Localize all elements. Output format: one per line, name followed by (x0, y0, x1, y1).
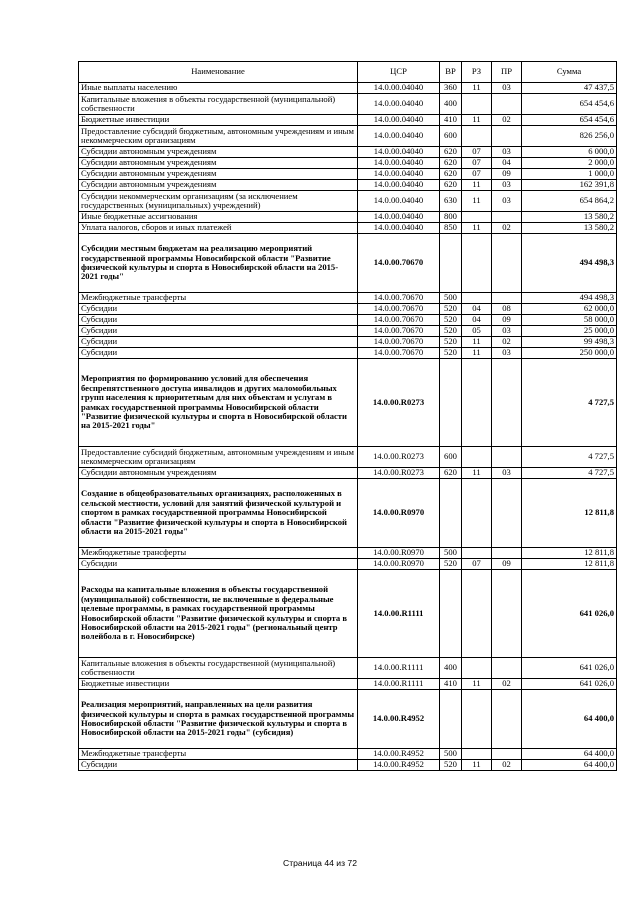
page-number: Страница 44 из 72 (283, 858, 357, 868)
cell-sum: 12 811,8 (522, 559, 617, 570)
cell-name: Межбюджетные трансферты (79, 548, 358, 559)
table-row (79, 570, 617, 658)
cell-vr: 500 (440, 749, 462, 760)
cell-pr: 03 (492, 83, 522, 94)
cell-csr: 14.0.00.04040 (358, 94, 440, 115)
cell-sum: 62 000,0 (522, 304, 617, 315)
cell-sum: 654 864,2 (522, 191, 617, 212)
table-row (79, 468, 617, 479)
cell-rz: 11 (462, 679, 492, 690)
cell-pr: 03 (492, 468, 522, 479)
cell-name: Субсидии (79, 315, 358, 326)
table-row (79, 559, 617, 570)
budget-table-sheet (78, 61, 616, 771)
cell-name: Реализация мероприятий, направленных на цели развития физической культуры и спорта в рамках государственной программы Новосибирской области "Развитие физической культуры и спорта в Новосибирской области на 2015-2021 годы" (субсидия) (79, 690, 358, 749)
table-row (79, 315, 617, 326)
cell-sum: 47 437,5 (522, 83, 617, 94)
cell-name: Субсидии (79, 760, 358, 771)
cell-vr: 600 (440, 447, 462, 468)
cell-vr: 600 (440, 126, 462, 147)
table-row (79, 126, 617, 147)
cell-name: Капитальные вложения в объекты государственной (муниципальной) собственности (79, 658, 358, 679)
cell-rz (462, 94, 492, 115)
cell-vr: 620 (440, 147, 462, 158)
cell-pr: 03 (492, 191, 522, 212)
cell-sum: 6 000,0 (522, 147, 617, 158)
cell-csr: 14.0.00.70670 (358, 234, 440, 293)
cell-rz: 11 (462, 191, 492, 212)
cell-rz: 07 (462, 158, 492, 169)
table-row (79, 234, 617, 293)
cell-rz (462, 126, 492, 147)
cell-csr: 14.0.00.04040 (358, 158, 440, 169)
cell-pr: 02 (492, 760, 522, 771)
table-row (79, 359, 617, 447)
cell-rz: 11 (462, 760, 492, 771)
cell-name: Создание в общеобразовательных организациях, расположенных в сельской местности, условий для занятий физической культурой и спортом в рамках государственной программы Новосибирской области "Развитие физической культуры и спорта в Новосибирской области на 2015-2021 годы" (79, 479, 358, 548)
cell-vr: 520 (440, 559, 462, 570)
cell-rz: 11 (462, 468, 492, 479)
cell-csr: 14.0.00.70670 (358, 304, 440, 315)
cell-sum: 250 000,0 (522, 348, 617, 359)
cell-sum: 826 256,0 (522, 126, 617, 147)
cell-sum: 494 498,3 (522, 234, 617, 293)
cell-sum: 13 580,2 (522, 223, 617, 234)
table-row (79, 115, 617, 126)
cell-sum: 641 026,0 (522, 658, 617, 679)
cell-csr: 14.0.00.70670 (358, 348, 440, 359)
cell-rz: 04 (462, 315, 492, 326)
cell-sum: 13 580,2 (522, 212, 617, 223)
cell-csr: 14.0.00.R0273 (358, 447, 440, 468)
cell-name: Субсидии (79, 304, 358, 315)
cell-sum: 654 454,6 (522, 115, 617, 126)
cell-pr (492, 293, 522, 304)
cell-vr: 400 (440, 94, 462, 115)
cell-vr: 800 (440, 212, 462, 223)
cell-sum: 64 400,0 (522, 760, 617, 771)
cell-name: Мероприятия по формированию условий для обеспечения беспрепятственного доступа инвалидов и других маломобильных групп населения к приоритетным для них объектам и услугам в рамках государственной программы Новосибирской области "Развитие физической культуры и спорта в Новосибирской области на 2015-2021 годы" (79, 359, 358, 447)
table-row (79, 690, 617, 749)
cell-rz (462, 234, 492, 293)
table-row (79, 169, 617, 180)
cell-name: Субсидии автономным учреждениям (79, 180, 358, 191)
cell-sum: 12 811,8 (522, 548, 617, 559)
cell-vr: 620 (440, 468, 462, 479)
table-row (79, 658, 617, 679)
cell-sum: 4 727,5 (522, 359, 617, 447)
cell-pr (492, 447, 522, 468)
cell-csr: 14.0.00.R1111 (358, 570, 440, 658)
cell-vr: 520 (440, 304, 462, 315)
cell-pr (492, 658, 522, 679)
cell-rz: 11 (462, 348, 492, 359)
cell-sum: 1 000,0 (522, 169, 617, 180)
table-row (79, 548, 617, 559)
cell-name: Иные выплаты населению (79, 83, 358, 94)
cell-csr: 14.0.00.70670 (358, 315, 440, 326)
header-vr: ВР (440, 62, 462, 83)
cell-pr (492, 570, 522, 658)
cell-pr: 08 (492, 304, 522, 315)
cell-vr: 620 (440, 158, 462, 169)
header-sum: Сумма (522, 62, 617, 83)
budget-table (78, 61, 617, 771)
cell-vr: 850 (440, 223, 462, 234)
table-row (79, 337, 617, 348)
cell-pr (492, 359, 522, 447)
table-row (79, 760, 617, 771)
cell-vr: 630 (440, 191, 462, 212)
cell-csr: 14.0.00.R1111 (358, 658, 440, 679)
cell-sum: 162 391,8 (522, 180, 617, 191)
cell-pr (492, 690, 522, 749)
cell-vr: 500 (440, 293, 462, 304)
table-row (79, 147, 617, 158)
cell-csr: 14.0.00.04040 (358, 212, 440, 223)
table-row (79, 326, 617, 337)
table-row (79, 94, 617, 115)
table-row (79, 83, 617, 94)
cell-rz (462, 548, 492, 559)
cell-rz: 04 (462, 304, 492, 315)
cell-rz (462, 690, 492, 749)
cell-rz (462, 359, 492, 447)
cell-vr: 520 (440, 348, 462, 359)
cell-name: Уплата налогов, сборов и иных платежей (79, 223, 358, 234)
cell-rz: 11 (462, 223, 492, 234)
cell-name: Иные бюджетные ассигнования (79, 212, 358, 223)
cell-csr: 14.0.00.04040 (358, 147, 440, 158)
cell-name: Субсидии автономным учреждениям (79, 158, 358, 169)
cell-name: Субсидии автономным учреждениям (79, 468, 358, 479)
cell-name: Субсидии автономным учреждениям (79, 147, 358, 158)
table-row (79, 158, 617, 169)
cell-csr: 14.0.00.R0970 (358, 479, 440, 548)
table-row (79, 447, 617, 468)
cell-vr: 410 (440, 115, 462, 126)
cell-sum: 12 811,8 (522, 479, 617, 548)
cell-sum: 25 000,0 (522, 326, 617, 337)
cell-csr: 14.0.00.R0273 (358, 468, 440, 479)
cell-sum: 2 000,0 (522, 158, 617, 169)
cell-vr (440, 479, 462, 548)
cell-pr: 02 (492, 115, 522, 126)
cell-csr: 14.0.00.04040 (358, 223, 440, 234)
cell-pr (492, 126, 522, 147)
cell-sum: 58 000,0 (522, 315, 617, 326)
table-row (79, 304, 617, 315)
cell-csr: 14.0.00.R4952 (358, 760, 440, 771)
cell-csr: 14.0.00.R1111 (358, 679, 440, 690)
table-row (79, 749, 617, 760)
cell-pr (492, 479, 522, 548)
cell-csr: 14.0.00.R0970 (358, 548, 440, 559)
cell-vr: 360 (440, 83, 462, 94)
cell-csr: 14.0.00.R0970 (358, 559, 440, 570)
cell-name: Субсидии (79, 348, 358, 359)
table-row (79, 191, 617, 212)
cell-rz (462, 293, 492, 304)
cell-pr (492, 212, 522, 223)
cell-rz: 07 (462, 169, 492, 180)
cell-rz (462, 658, 492, 679)
cell-csr: 14.0.00.04040 (358, 83, 440, 94)
table-row (79, 293, 617, 304)
cell-csr: 14.0.00.04040 (358, 191, 440, 212)
cell-name: Субсидии (79, 559, 358, 570)
cell-rz: 11 (462, 115, 492, 126)
cell-vr (440, 234, 462, 293)
cell-vr: 500 (440, 548, 462, 559)
cell-rz (462, 212, 492, 223)
cell-name: Субсидии (79, 337, 358, 348)
cell-sum: 4 727,5 (522, 468, 617, 479)
cell-rz (462, 570, 492, 658)
cell-pr: 03 (492, 180, 522, 191)
cell-pr: 03 (492, 147, 522, 158)
table-row (79, 679, 617, 690)
cell-pr (492, 94, 522, 115)
cell-csr: 14.0.00.70670 (358, 337, 440, 348)
cell-vr: 410 (440, 679, 462, 690)
header-csr: ЦСР (358, 62, 440, 83)
cell-rz: 11 (462, 83, 492, 94)
cell-name: Субсидии (79, 326, 358, 337)
cell-csr: 14.0.00.R4952 (358, 749, 440, 760)
cell-rz (462, 447, 492, 468)
header-rz: РЗ (462, 62, 492, 83)
cell-sum: 99 498,3 (522, 337, 617, 348)
cell-csr: 14.0.00.04040 (358, 126, 440, 147)
cell-rz: 07 (462, 147, 492, 158)
cell-vr (440, 570, 462, 658)
cell-name: Предоставление субсидий бюджетным, автономным учреждениям и иным некоммерческим организациям (79, 447, 358, 468)
cell-vr: 520 (440, 326, 462, 337)
cell-pr: 04 (492, 158, 522, 169)
cell-name: Субсидии некоммерческим организациям (за исключением государственных (муниципальных) учреждений) (79, 191, 358, 212)
cell-rz (462, 749, 492, 760)
cell-rz: 05 (462, 326, 492, 337)
cell-sum: 641 026,0 (522, 679, 617, 690)
cell-pr: 09 (492, 315, 522, 326)
cell-name: Бюджетные инвестиции (79, 679, 358, 690)
cell-csr: 14.0.00.R0273 (358, 359, 440, 447)
table-body (79, 83, 617, 771)
cell-vr: 520 (440, 315, 462, 326)
cell-vr: 620 (440, 169, 462, 180)
cell-csr: 14.0.00.04040 (358, 115, 440, 126)
cell-name: Предоставление субсидий бюджетным, автономным учреждениям и иным некоммерческим организациям (79, 126, 358, 147)
cell-name: Межбюджетные трансферты (79, 749, 358, 760)
cell-rz (462, 479, 492, 548)
cell-pr: 02 (492, 223, 522, 234)
cell-vr (440, 690, 462, 749)
cell-name: Капитальные вложения в объекты государственной (муниципальной) собственности (79, 94, 358, 115)
cell-csr: 14.0.00.R4952 (358, 690, 440, 749)
table-row (79, 479, 617, 548)
cell-rz: 11 (462, 337, 492, 348)
page-footer (0, 858, 640, 868)
cell-name: Межбюджетные трансферты (79, 293, 358, 304)
cell-csr: 14.0.00.04040 (358, 180, 440, 191)
cell-name: Субсидии местным бюджетам на реализацию мероприятий государственной программы Новосибирской области "Развитие физической культуры и спорта в Новосибирской области на 2015-2021 годы" (79, 234, 358, 293)
cell-csr: 14.0.00.70670 (358, 293, 440, 304)
table-row (79, 348, 617, 359)
cell-pr: 02 (492, 337, 522, 348)
cell-name: Субсидии автономным учреждениям (79, 169, 358, 180)
cell-pr: 03 (492, 326, 522, 337)
table-row (79, 180, 617, 191)
cell-sum: 494 498,3 (522, 293, 617, 304)
cell-pr (492, 749, 522, 760)
cell-pr: 02 (492, 679, 522, 690)
cell-name: Расходы на капитальные вложения в объекты государственной (муниципальной) собственности, не включенные в федеральные целевые программы, в рамках государственной программы Новосибирской области "Развитие физической культуры и спорта в Новосибирской области на 2015-2021 годы" (региональный центр волейбола в г. Новосибирске) (79, 570, 358, 658)
cell-sum: 654 454,6 (522, 94, 617, 115)
cell-pr: 09 (492, 169, 522, 180)
cell-sum: 4 727,5 (522, 447, 617, 468)
header-pr: ПР (492, 62, 522, 83)
cell-vr: 620 (440, 180, 462, 191)
cell-vr (440, 359, 462, 447)
table-header-row (79, 62, 617, 83)
cell-pr: 09 (492, 559, 522, 570)
cell-rz: 11 (462, 180, 492, 191)
cell-pr (492, 234, 522, 293)
table-row (79, 212, 617, 223)
cell-sum: 64 400,0 (522, 690, 617, 749)
cell-name: Бюджетные инвестиции (79, 115, 358, 126)
cell-csr: 14.0.00.70670 (358, 326, 440, 337)
cell-vr: 520 (440, 760, 462, 771)
cell-sum: 641 026,0 (522, 570, 617, 658)
cell-rz: 07 (462, 559, 492, 570)
header-name: Наименование (79, 62, 358, 83)
cell-csr: 14.0.00.04040 (358, 169, 440, 180)
table-row (79, 223, 617, 234)
cell-vr: 400 (440, 658, 462, 679)
cell-pr (492, 548, 522, 559)
cell-pr: 03 (492, 348, 522, 359)
cell-sum: 64 400,0 (522, 749, 617, 760)
cell-vr: 520 (440, 337, 462, 348)
